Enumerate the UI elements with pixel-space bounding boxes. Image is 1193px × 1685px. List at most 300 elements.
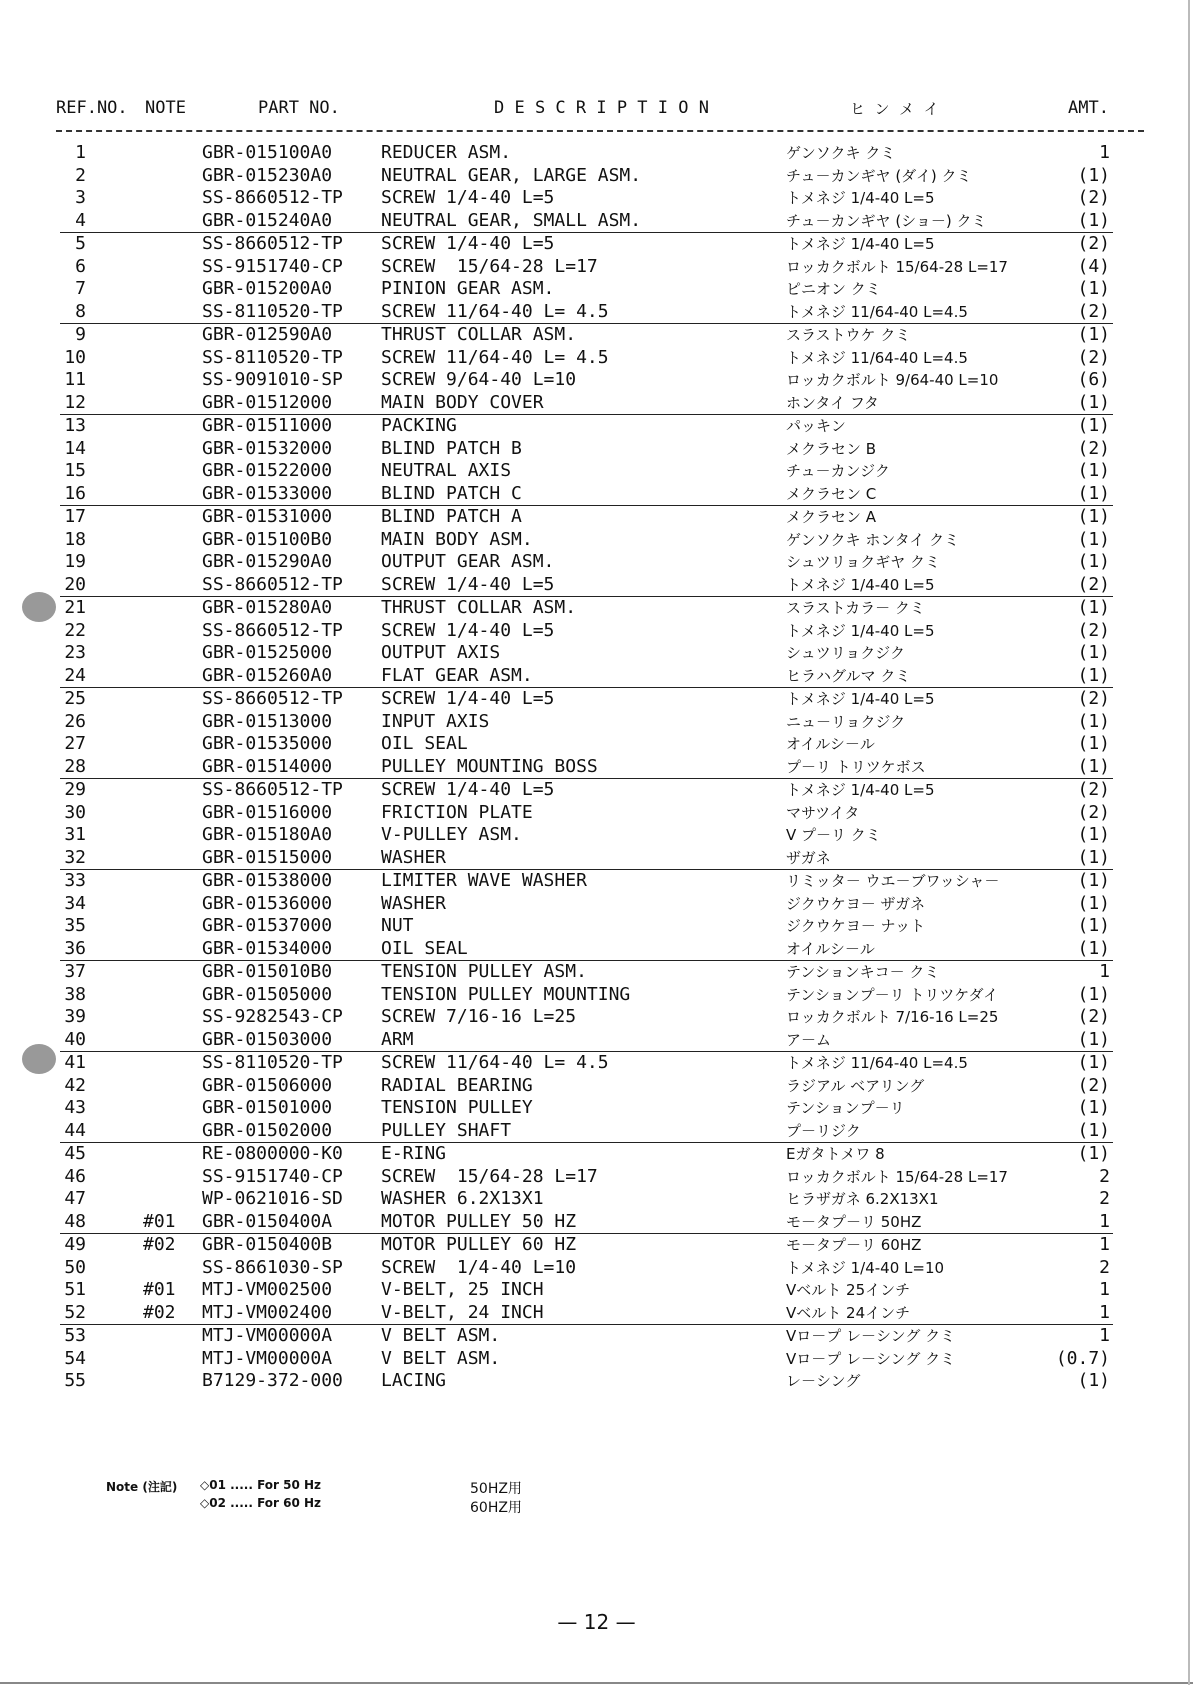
cell-part-no: SS-8660512-TP [202,619,343,641]
table-row [60,756,1113,780]
cell-ref: 27 [64,733,86,754]
cell-japanese-name: トメネジ 11/64-40 L=4.5 [786,302,968,321]
cell-description: SCREW 1/4-40 L=5 [381,619,555,641]
cell-part-no: GBR-015290A0 [202,551,333,572]
cell-description: OUTPUT GEAR ASM. [381,551,555,572]
cell-amt: 2 [1099,1165,1110,1187]
cell-amt: 2 [1099,1256,1110,1278]
cell-description: WASHER [381,846,447,868]
cell-ref: 4 [75,209,86,231]
header-japanese-name: ヒ ン メ イ [850,100,939,118]
cell-description: SCREW 15/64-28 L=17 [381,255,598,277]
binder-hole-top [22,592,56,622]
cell-amt: (1) [1077,209,1110,231]
table-row [60,847,1113,871]
table-row [0,620,1193,643]
cell-description: FLAT GEAR ASM. [381,664,533,686]
cell-ref: 24 [64,664,86,686]
cell-amt: (1) [1077,506,1110,527]
header-divider [56,130,1144,132]
cell-part-no: GBR-015180A0 [202,824,333,845]
cell-part-no: GBR-01506000 [202,1074,333,1096]
cell-ref: 20 [64,573,86,595]
cell-amt: (2) [1077,688,1110,709]
table-row [0,961,1193,984]
cell-part-no: GBR-01536000 [202,892,333,914]
cell-ref: 52 [64,1301,86,1323]
cell-part-no: SS-8660512-TP [202,573,343,595]
table-row [0,460,1193,483]
cell-amt: (1) [1077,915,1110,936]
cell-amt: (1) [1077,1119,1110,1141]
table-row [0,1257,1193,1280]
cell-description: SCREW 9/64-40 L=10 [381,369,577,390]
table-header [0,98,1193,122]
cell-part-no: GBR-01522000 [202,460,333,481]
cell-part-no: GBR-012590A0 [202,324,333,345]
cell-amt: (2) [1077,346,1110,368]
cell-description: V-BELT, 24 INCH [381,1301,544,1323]
cell-ref: 41 [64,1052,86,1073]
cell-part-no: MTJ-VM00000A [202,1347,333,1369]
cell-description: THRUST COLLAR ASM. [381,597,577,618]
cell-part-no: GBR-01534000 [202,937,333,959]
cell-description: SCREW 1/4-40 L=5 [381,688,555,709]
cell-ref: 9 [75,324,86,345]
note-60hz: ◇02 ..... For 60 Hz [200,1496,322,1510]
cell-japanese-name: V プ－リ クミ [786,826,881,844]
cell-part-no: GBR-015100B0 [202,528,333,550]
cell-part-no: SS-8660512-TP [202,187,343,208]
cell-part-no: GBR-015200A0 [202,278,333,299]
table-row [0,142,1193,165]
cell-amt: (1) [1077,460,1110,481]
cell-ref: 17 [64,506,86,527]
table-row [0,1166,1193,1189]
table-row [0,165,1193,188]
cell-description: SCREW 1/4-40 L=5 [381,573,555,595]
table-row [0,824,1193,847]
cell-description: BLIND PATCH A [381,506,522,527]
cell-part-no: GBR-01503000 [202,1028,333,1050]
cell-description: BLIND PATCH C [381,482,522,504]
cell-amt: (2) [1077,779,1110,800]
cell-part-no: SS-8110520-TP [202,346,343,368]
cell-japanese-name: ニュ－リョクジク [786,712,906,731]
cell-amt: (1) [1077,642,1110,663]
cell-part-no: GBR-01512000 [202,391,333,413]
cell-description: WASHER [381,892,447,914]
cell-amt: (1) [1077,733,1110,754]
cell-japanese-name: オイルシ－ル [786,735,875,753]
cell-japanese-name: ザガネ [786,848,831,867]
cell-part-no: GBR-01514000 [202,755,333,777]
cell-japanese-name: オイルシ－ル [786,939,875,958]
cell-japanese-name: シュツリョクジク [786,644,905,662]
table-row [0,1097,1193,1120]
cell-description: SCREW 1/4-40 L=5 [381,779,555,800]
cell-amt: (6) [1077,369,1110,390]
cell-japanese-name: ロッカクボルト 9/64-40 L=10 [786,371,999,389]
cell-part-no: GBR-015240A0 [202,209,333,231]
binder-hole-bottom [22,1044,56,1074]
cell-ref: 40 [64,1028,86,1050]
cell-japanese-name: トメネジ 1/4-40 L=5 [786,575,935,594]
cell-ref: 48 [64,1210,86,1232]
cell-amt: (1) [1077,1028,1110,1050]
cell-ref: 37 [64,961,86,982]
cell-description: NUT [381,915,414,936]
cell-amt: (2) [1077,187,1110,208]
cell-part-no: MTJ-VM002500 [202,1279,333,1300]
cell-amt: 1 [1099,1279,1110,1300]
cell-part-no: GBR-01525000 [202,642,333,663]
cell-description: V-PULLEY ASM. [381,824,522,845]
cell-japanese-name: モ－タプ－リ 60HZ [786,1236,922,1254]
table-row [0,733,1193,756]
cell-amt: (1) [1077,1097,1110,1118]
cell-japanese-name: Vベルト 24インチ [786,1303,911,1322]
cell-description: OIL SEAL [381,937,468,959]
cell-japanese-name: テンションプ－リ トリツケダイ [786,985,999,1004]
cell-japanese-name: トメネジ 1/4-40 L=5 [786,621,935,640]
table-row [60,1211,1113,1235]
cell-ref: 47 [64,1188,86,1209]
cell-part-no: GBR-01538000 [202,870,333,891]
cell-japanese-name: チュ－カンジク [786,462,890,480]
cell-japanese-name: ゲンソクキ ホンタイ クミ [786,530,960,549]
cell-description: SCREW 11/64-40 L= 4.5 [381,346,609,368]
cell-ref: 6 [75,255,86,277]
cell-part-no: GBR-01516000 [202,801,333,823]
note-50hz-jp: 50HZ用 [470,1481,522,1497]
table-row [60,392,1113,416]
cell-amt: (2) [1077,573,1110,595]
table-row [0,1348,1193,1371]
cell-description: V BELT ASM. [381,1347,501,1369]
cell-japanese-name: モ－タプ－リ 50HZ [786,1212,922,1231]
cell-japanese-name: ア－ム [786,1030,832,1049]
cell-description: INPUT AXIS [381,710,490,732]
table-row [0,893,1193,916]
cell-amt: (1) [1077,1143,1110,1164]
cell-amt: (1) [1077,1370,1110,1391]
table-row [0,347,1193,370]
cell-part-no: GBR-01532000 [202,437,333,459]
cell-part-no: SS-8660512-TP [202,233,343,254]
table-row [0,779,1193,802]
cell-japanese-name: テンションプ－リ [786,1099,905,1117]
cell-japanese-name: Vロ－プ レ－シング クミ [786,1349,956,1368]
header-part-no: PART NO. [258,98,340,118]
cell-description: PINION GEAR ASM. [381,278,555,299]
cell-japanese-name: リミッタ－ ウエ－ブワッシャ－ [786,872,1000,890]
cell-amt: 2 [1099,1188,1110,1209]
table-row [0,1143,1193,1166]
cell-ref: 8 [75,300,86,322]
cell-description: ARM [381,1028,414,1050]
table-row [0,233,1193,256]
table-row [0,915,1193,938]
table-row [0,529,1193,552]
cell-amt: (1) [1077,482,1110,504]
table-row [0,438,1193,461]
cell-amt: (1) [1077,1052,1110,1073]
cell-japanese-name: トメネジ 1/4-40 L=5 [786,781,935,799]
cell-amt: (2) [1077,437,1110,459]
cell-japanese-name: スラストウケ クミ [786,326,911,344]
cell-ref: 3 [75,187,86,208]
table-row [0,369,1193,392]
cell-ref: 32 [64,846,86,868]
cell-description: OIL SEAL [381,733,468,754]
cell-amt: (1) [1077,164,1110,186]
cell-description: SCREW 1/4-40 L=10 [381,1256,577,1278]
cell-japanese-name: メクラセン A [786,508,877,526]
cell-ref: 35 [64,915,86,936]
table-row [0,711,1193,734]
table-row [0,870,1193,893]
cell-ref: 29 [64,779,86,800]
cell-part-no: GBR-0150400A [202,1210,333,1232]
cell-part-no: SS-8110520-TP [202,1052,343,1073]
cell-description: NEUTRAL GEAR, LARGE ASM. [381,164,642,186]
note-50hz: ◇01 ..... For 50 Hz [200,1478,322,1492]
table-row [60,574,1113,598]
cell-amt: 1 [1099,1325,1110,1346]
table-row [0,187,1193,210]
cell-ref: 14 [64,437,86,459]
cell-japanese-name: トメネジ 11/64-40 L=4.5 [786,348,968,367]
table-row [0,415,1193,438]
cell-japanese-name: Eガタトメワ 8 [786,1145,885,1163]
cell-description: TENSION PULLEY [381,1097,533,1118]
cell-part-no: GBR-01531000 [202,506,333,527]
cell-description: MAIN BODY ASM. [381,528,533,550]
cell-description: LIMITER WAVE WASHER [381,870,587,891]
cell-description: SCREW 1/4-40 L=5 [381,187,555,208]
cell-ref: 1 [75,142,86,163]
cell-part-no: GBR-01502000 [202,1119,333,1141]
cell-amt: (1) [1077,755,1110,777]
cell-japanese-name: ロッカクボルト 15/64-28 L=17 [786,257,1008,276]
cell-japanese-name: レ－シング [786,1372,861,1390]
cell-part-no: SS-8660512-TP [202,688,343,709]
cell-ref: 15 [64,460,86,481]
table-row [0,642,1193,665]
cell-part-no: SS-9091010-SP [202,369,343,390]
table-row [60,1029,1113,1053]
cell-note: #01 [143,1210,176,1232]
cell-japanese-name: ラジアル ベアリング [786,1076,925,1095]
cell-japanese-name: ジクウケヨ－ ナット [786,917,926,935]
table-row [0,1188,1193,1211]
cell-japanese-name: ゲンソクキ クミ [786,144,896,162]
table-row [0,551,1193,574]
table-row [0,1075,1193,1098]
cell-amt: (1) [1077,846,1110,868]
cell-description: V BELT ASM. [381,1325,501,1346]
cell-description: BLIND PATCH B [381,437,522,459]
table-row [0,1052,1193,1075]
cell-japanese-name: ヒラハグルマ クミ [786,666,911,685]
cell-ref: 46 [64,1165,86,1187]
cell-amt: (1) [1077,415,1110,436]
cell-amt: 1 [1099,961,1110,982]
cell-amt: 1 [1099,1301,1110,1323]
cell-description: MOTOR PULLEY 60 HZ [381,1234,577,1255]
cell-amt: (2) [1077,1074,1110,1096]
cell-japanese-name: チュ－カンギヤ (ショ－) クミ [786,211,987,230]
cell-japanese-name: Vベルト 25インチ [786,1281,911,1299]
cell-japanese-name: ロッカクボルト 7/16-16 L=25 [786,1008,999,1026]
cell-description: WASHER 6.2X13X1 [381,1188,544,1209]
cell-description: NEUTRAL GEAR, SMALL ASM. [381,209,642,231]
cell-japanese-name: パッキン [786,417,846,435]
cell-amt: (1) [1077,391,1110,413]
cell-description: FRICTION PLATE [381,801,533,823]
note-label: Note (注記) [106,1480,178,1494]
cell-amt: (1) [1077,710,1110,732]
cell-amt: (1) [1077,324,1110,345]
cell-japanese-name: メクラセン B [786,439,877,458]
cell-ref: 42 [64,1074,86,1096]
table-row [0,506,1193,529]
table-row [0,1234,1193,1257]
cell-note: #01 [143,1279,176,1300]
cell-ref: 50 [64,1256,86,1278]
cell-japanese-name: トメネジ 1/4-40 L=5 [786,690,935,708]
cell-part-no: SS-9151740-CP [202,1165,343,1187]
cell-japanese-name: プ－リ トリツケボス [786,757,926,776]
cell-description: RADIAL BEARING [381,1074,533,1096]
cell-description: THRUST COLLAR ASM. [381,324,577,345]
cell-description: SCREW 11/64-40 L= 4.5 [381,300,609,322]
table-row [60,483,1113,507]
cell-description: NEUTRAL AXIS [381,460,512,481]
cell-part-no: GBR-01511000 [202,415,333,436]
cell-japanese-name: トメネジ 1/4-40 L=10 [786,1258,945,1277]
cell-japanese-name: ピニオン クミ [786,280,881,298]
table-row [60,938,1113,962]
cell-amt: (1) [1077,824,1110,845]
table-row [0,984,1193,1007]
cell-part-no: SS-8660512-TP [202,779,343,800]
cell-part-no: B7129-372-000 [202,1370,343,1391]
cell-ref: 45 [64,1143,86,1164]
cell-ref: 18 [64,528,86,550]
cell-ref: 5 [75,233,86,254]
cell-ref: 43 [64,1097,86,1118]
cell-amt: (1) [1077,870,1110,891]
cell-description: SCREW 7/16-16 L=25 [381,1006,577,1027]
cell-ref: 28 [64,755,86,777]
cell-amt: (1) [1077,278,1110,299]
table-row [0,1279,1193,1302]
cell-part-no: GBR-015260A0 [202,664,333,686]
header-note: NOTE [145,98,186,118]
table-row [0,1325,1193,1348]
table-row [60,665,1113,689]
cell-ref: 7 [75,278,86,299]
cell-amt: (2) [1077,619,1110,641]
cell-japanese-name: Vロ－プ レ－シング クミ [786,1327,956,1345]
cell-amt: (0.7) [1055,1347,1110,1369]
cell-ref: 13 [64,415,86,436]
table-row [60,1302,1113,1326]
cell-japanese-name: プ－リジク [786,1121,861,1140]
cell-ref: 30 [64,801,86,823]
cell-ref: 26 [64,710,86,732]
cell-ref: 11 [64,369,86,390]
cell-ref: 51 [64,1279,86,1300]
cell-japanese-name: ホンタイ フタ [786,393,879,412]
cell-amt: (2) [1077,801,1110,823]
table-row [0,597,1193,620]
cell-part-no: SS-9151740-CP [202,255,343,277]
cell-japanese-name: ロッカクボルト 15/64-28 L=17 [786,1167,1008,1186]
table-row [60,301,1113,325]
cell-japanese-name: テンションキコ－ クミ [786,963,940,981]
cell-part-no: MTJ-VM002400 [202,1301,333,1323]
table-row [0,256,1193,279]
cell-ref: 44 [64,1119,86,1141]
cell-ref: 12 [64,391,86,413]
cell-amt: (1) [1077,528,1110,550]
cell-ref: 55 [64,1370,86,1391]
cell-description: TENSION PULLEY MOUNTING [381,983,631,1005]
cell-amt: 1 [1099,1234,1110,1255]
cell-description: REDUCER ASM. [381,142,512,163]
cell-ref: 49 [64,1234,86,1255]
cell-description: SCREW 15/64-28 L=17 [381,1165,598,1187]
cell-description: OUTPUT AXIS [381,642,501,663]
header-amt: AMT. [1068,98,1109,118]
cell-ref: 36 [64,937,86,959]
cell-japanese-name: ジクウケヨ－ ザガネ [786,894,926,913]
cell-amt: (2) [1077,1006,1110,1027]
cell-ref: 39 [64,1006,86,1027]
cell-part-no: GBR-01537000 [202,915,333,936]
cell-note: #02 [143,1301,176,1323]
cell-amt: (2) [1077,300,1110,322]
cell-part-no: MTJ-VM00000A [202,1325,333,1346]
scan-edge-right [1188,0,1190,1685]
cell-amt: 1 [1099,142,1110,163]
cell-japanese-name: メクラセン C [786,484,877,503]
cell-part-no: SS-8110520-TP [202,300,343,322]
cell-ref: 54 [64,1347,86,1369]
cell-japanese-name: マサツイタ [786,803,860,822]
cell-amt: (2) [1077,233,1110,254]
cell-part-no: GBR-01535000 [202,733,333,754]
cell-part-no: GBR-015230A0 [202,164,333,186]
cell-ref: 10 [64,346,86,368]
cell-description: PULLEY SHAFT [381,1119,512,1141]
table-row [0,688,1193,711]
cell-part-no: RE-0800000-K0 [202,1143,343,1164]
cell-part-no: GBR-015280A0 [202,597,333,618]
cell-ref: 38 [64,983,86,1005]
table-row [0,278,1193,301]
cell-part-no: GBR-01505000 [202,983,333,1005]
table-row [60,210,1113,234]
cell-japanese-name: トメネジ 11/64-40 L=4.5 [786,1054,968,1072]
page-number: — 12 — [557,1610,636,1634]
cell-part-no: WP-0621016-SD [202,1188,343,1209]
cell-description: MOTOR PULLEY 50 HZ [381,1210,577,1232]
table-row [0,802,1193,825]
